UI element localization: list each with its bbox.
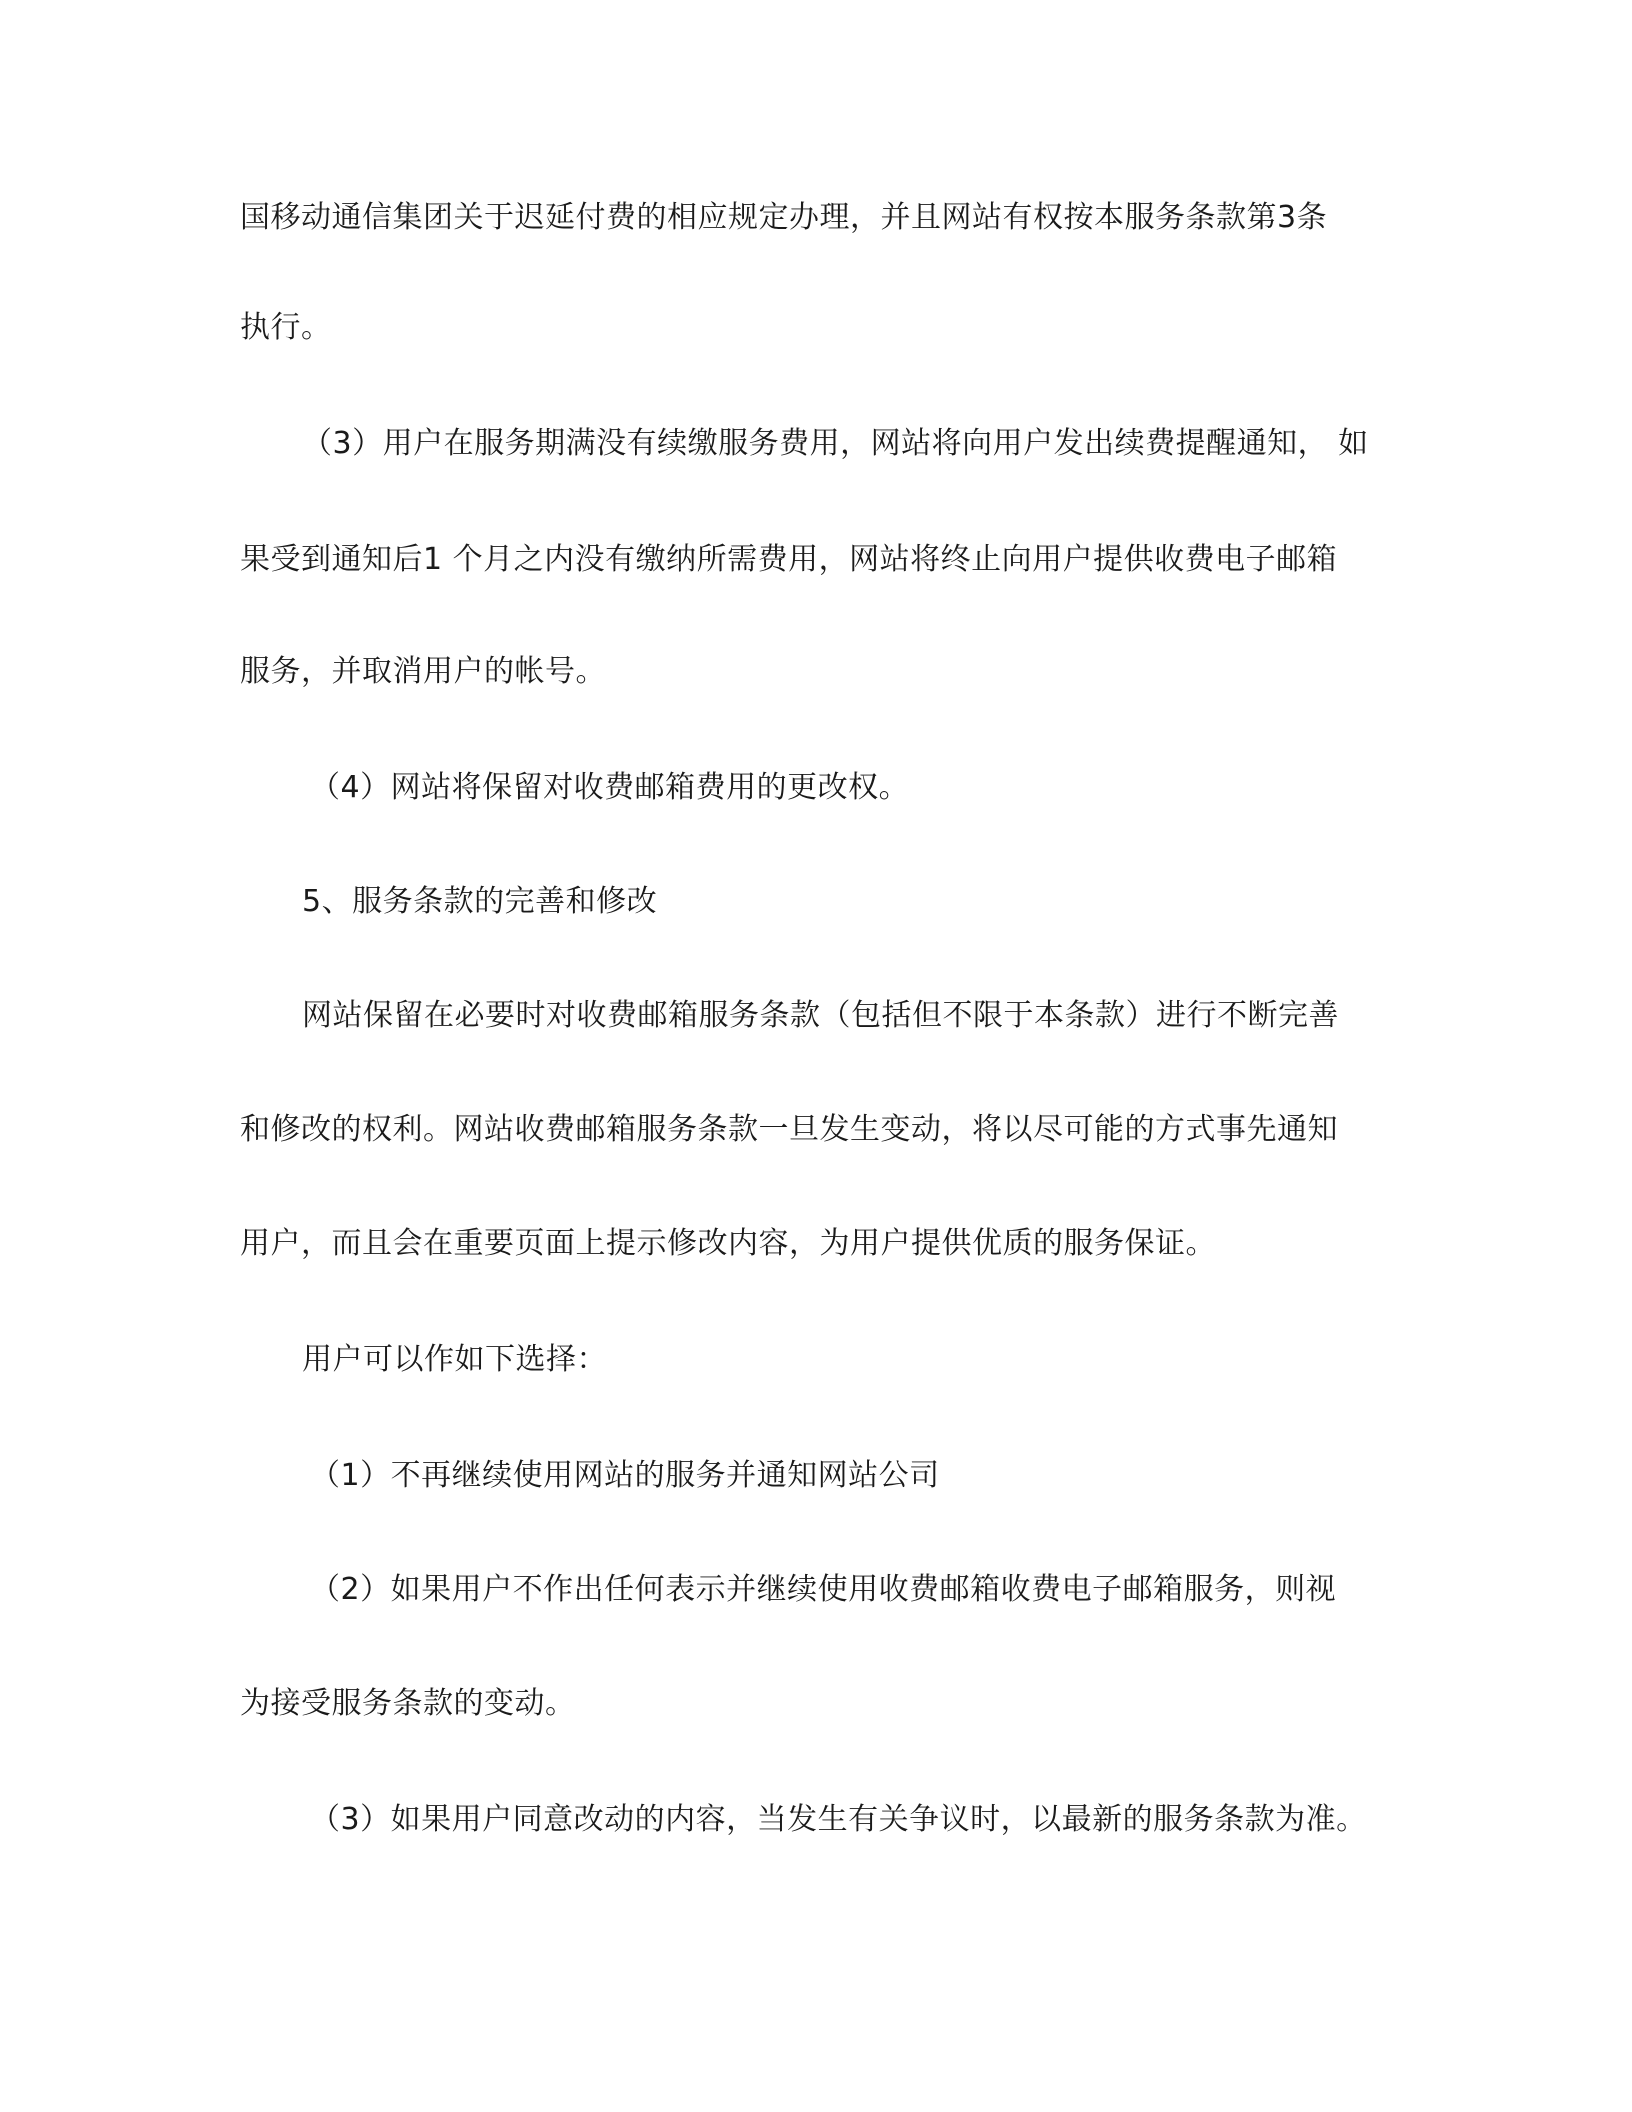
text-line: （3）用户在服务期满没有续缴服务费用，网站将向用户发出续费提醒通知， 如	[302, 426, 1369, 461]
section-heading: 5、服务条款的完善和修改	[302, 884, 658, 919]
text-line: 网站保留在必要时对收费邮箱服务条款（包括但不限于本条款）进行不断完善	[302, 998, 1339, 1033]
text-line: 为接受服务条款的变动。	[240, 1686, 576, 1721]
text-line: （4）网站将保留对收费邮箱费用的更改权。	[310, 770, 910, 805]
text-line: 用户，而且会在重要页面上提示修改内容，为用户提供优质的服务保证。	[240, 1226, 1216, 1261]
text-line: （2）如果用户不作出任何表示并继续使用收费邮箱收费电子邮箱服务，则视	[310, 1572, 1337, 1607]
text-line: 果受到通知后1 个月之内没有缴纳所需费用，网站将终止向用户提供收费电子邮箱	[240, 542, 1338, 577]
text-line: 用户可以作如下选择：	[302, 1342, 607, 1377]
text-line: 服务，并取消用户的帐号。	[240, 654, 606, 689]
text-line: 和修改的权利。网站收费邮箱服务条款一旦发生变动，将以尽可能的方式事先通知	[240, 1112, 1338, 1147]
text-line: 国移动通信集团关于迟延付费的相应规定办理，并且网站有权按本服务条款第3条	[240, 200, 1328, 235]
text-line: 执行。	[240, 310, 332, 345]
text-line: （3）如果用户同意改动的内容，当发生有关争议时，以最新的服务条款为准。	[310, 1802, 1367, 1837]
text-line: （1）不再继续使用网站的服务并通知网站公司	[310, 1458, 940, 1493]
